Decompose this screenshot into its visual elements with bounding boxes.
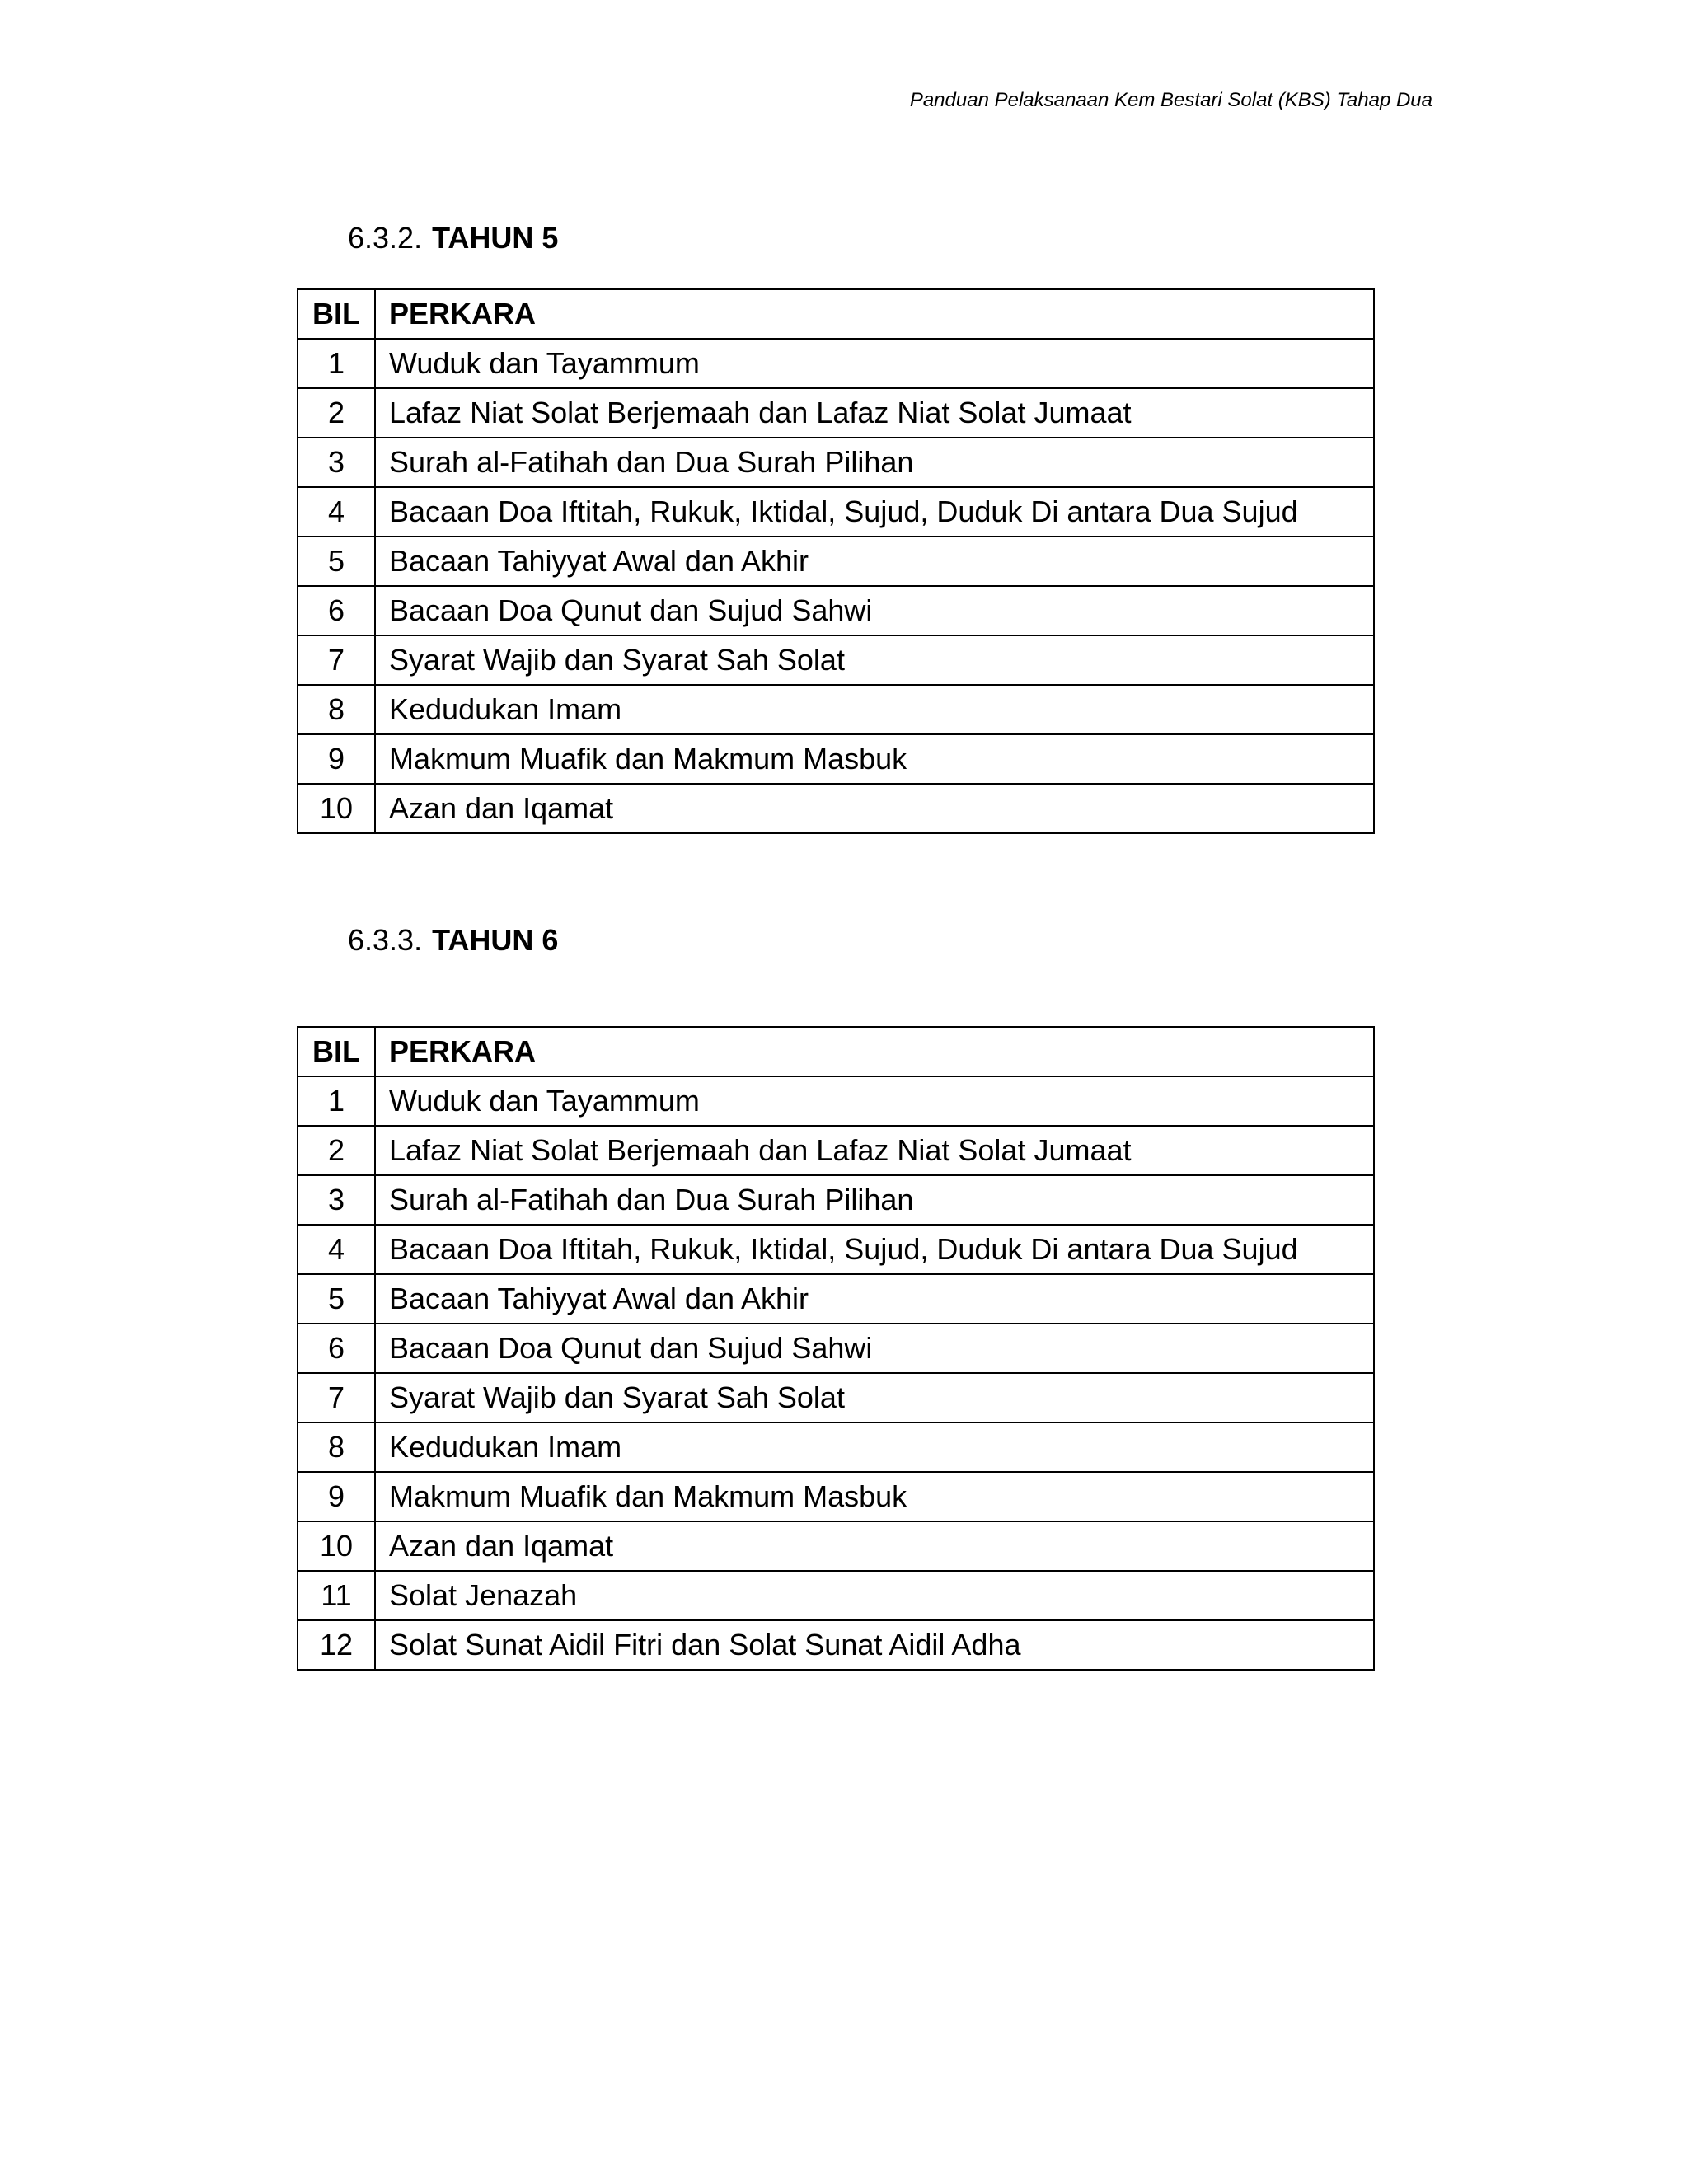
page-header-note: Panduan Pelaksanaan Kem Bestari Solat (KBS) Tahap Dua [909,89,1432,111]
column-header-bil: BIL [298,1027,375,1076]
perkara-cell: Makmum Muafik dan Makmum Masbuk [375,734,1374,784]
table-row [298,339,1374,388]
table-row [298,635,1374,685]
table-row [298,1472,1374,1521]
table-row [298,388,1374,438]
bil-cell: 10 [298,1521,375,1571]
bil-cell: 5 [298,1274,375,1324]
perkara-cell: Azan dan Iqamat [375,1521,1374,1571]
perkara-cell: Bacaan Doa Iftitah, Rukuk, Iktidal, Sujud, Duduk Di antara Dua Sujud [375,1225,1374,1274]
bil-cell: 6 [298,586,375,635]
bil-cell: 3 [298,438,375,487]
perkara-cell: Lafaz Niat Solat Berjemaah dan Lafaz Niat Solat Jumaat [375,1126,1374,1175]
bil-cell: 9 [298,1472,375,1521]
bil-cell: 12 [298,1620,375,1670]
perkara-cell: Solat Sunat Aidil Fitri dan Solat Sunat Aidil Adha [375,1620,1374,1670]
section-heading-tahun-5 [348,221,558,255]
bil-cell: 1 [298,339,375,388]
perkara-cell: Surah al-Fatihah dan Dua Surah Pilihan [375,438,1374,487]
table-header-row [298,289,1374,339]
table-row [298,1620,1374,1670]
bil-cell: 8 [298,1422,375,1472]
bil-cell: 4 [298,487,375,537]
perkara-cell: Azan dan Iqamat [375,784,1374,833]
section-title: TAHUN 6 [432,923,559,957]
table-row [298,537,1374,586]
bil-cell: 7 [298,1373,375,1422]
table-row [298,1225,1374,1274]
perkara-cell: Makmum Muafik dan Makmum Masbuk [375,1472,1374,1521]
table-row [298,1373,1374,1422]
perkara-cell: Syarat Wajib dan Syarat Sah Solat [375,635,1374,685]
bil-cell: 6 [298,1324,375,1373]
column-header-perkara: PERKARA [375,289,1374,339]
section-number: 6.3.2. [348,221,423,255]
topics-table-tahun-6 [297,1026,1375,1671]
perkara-cell: Kedudukan Imam [375,685,1374,734]
bil-cell: 7 [298,635,375,685]
bil-cell: 11 [298,1571,375,1620]
table-row [298,1175,1374,1225]
table-row [298,586,1374,635]
perkara-cell: Wuduk dan Tayammum [375,1076,1374,1126]
perkara-cell: Bacaan Doa Iftitah, Rukuk, Iktidal, Sujud, Duduk Di antara Dua Sujud [375,487,1374,537]
perkara-cell: Syarat Wajib dan Syarat Sah Solat [375,1373,1374,1422]
table-row [298,438,1374,487]
bil-cell: 2 [298,388,375,438]
table-row [298,1274,1374,1324]
bil-cell: 4 [298,1225,375,1274]
perkara-cell: Bacaan Tahiyyat Awal dan Akhir [375,537,1374,586]
bil-cell: 5 [298,537,375,586]
bil-cell: 3 [298,1175,375,1225]
table-row [298,1126,1374,1175]
perkara-cell: Wuduk dan Tayammum [375,339,1374,388]
table-row [298,1571,1374,1620]
table-row [298,1422,1374,1472]
section-number: 6.3.3. [348,923,423,957]
table-row [298,1076,1374,1126]
section-title: TAHUN 5 [432,221,559,255]
bil-cell: 9 [298,734,375,784]
perkara-cell: Bacaan Doa Qunut dan Sujud Sahwi [375,1324,1374,1373]
table-row [298,734,1374,784]
table-row [298,487,1374,537]
table-row [298,1324,1374,1373]
perkara-cell: Lafaz Niat Solat Berjemaah dan Lafaz Niat Solat Jumaat [375,388,1374,438]
perkara-cell: Surah al-Fatihah dan Dua Surah Pilihan [375,1175,1374,1225]
table-header-row [298,1027,1374,1076]
bil-cell: 2 [298,1126,375,1175]
table-row [298,685,1374,734]
perkara-cell: Solat Jenazah [375,1571,1374,1620]
bil-cell: 1 [298,1076,375,1126]
bil-cell: 10 [298,784,375,833]
perkara-cell: Bacaan Tahiyyat Awal dan Akhir [375,1274,1374,1324]
perkara-cell: Kedudukan Imam [375,1422,1374,1472]
bil-cell: 8 [298,685,375,734]
table-row [298,1521,1374,1571]
column-header-bil: BIL [298,289,375,339]
table-row [298,784,1374,833]
perkara-cell: Bacaan Doa Qunut dan Sujud Sahwi [375,586,1374,635]
topics-table-tahun-5 [297,288,1375,834]
section-heading-tahun-6 [348,923,558,958]
column-header-perkara: PERKARA [375,1027,1374,1076]
